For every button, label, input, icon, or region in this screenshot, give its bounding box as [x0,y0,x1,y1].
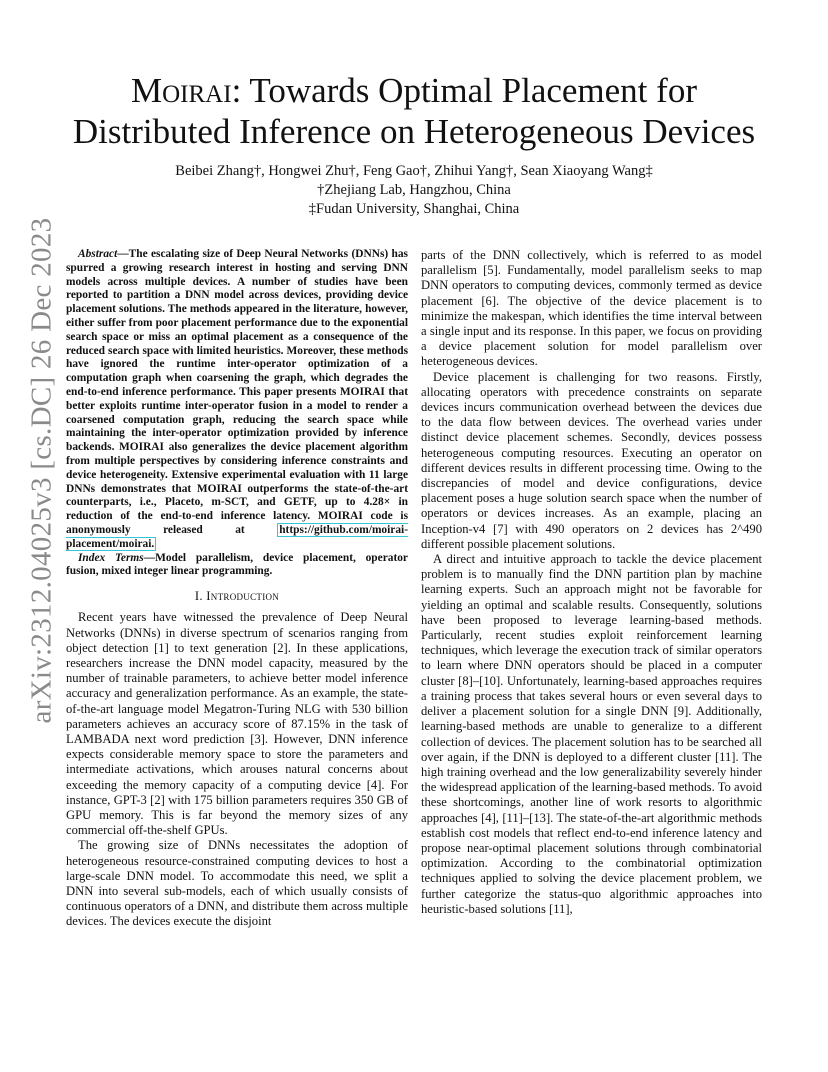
left-column [66,248,408,930]
author-block [40,162,788,219]
body-paragraph: The growing size of DNNs necessitates the adoption of heterogeneous resource-constrained computing devices to host a large-scale DNN model. To accommodate this need, we split a DNN into several sub-models, each of which usually consists of continuous operators of a DNN, and distribute them across multiple devices. The devices execute the disjoint [66,838,408,929]
affiliation-fudan: ‡Fudan University, Shanghai, China [308,201,520,217]
body-paragraph: A direct and intuitive approach to tackle the device placement problem is to manually find the DNN partition plan by machine learning experts. Such an approach might not be favorable for yielding an optimal and scalable results. Consequently, solutions have been proposed to leverage learning-based methods. Particularly, recent studies exploit reinforcement learning techniques, which leverage the execution track of similar operators to learn where DNN operators should be placed in a computer cluster [8]–[10]. Unfortunately, learning-based approaches requires a training process that takes several hours or even several days to deliver a placement solution for a single DNN [9]. Additionally, learning-based methods are unable to generalize to a different collection of devices. The placement solution has to be searched all over again, if the DNN is deployed to a different cluster [11]. The high training overhead and the low generalizability severely hinder the widespread application of the learning-based methods. To avoid these shortcomings, another line of work resorts to algorithmic approaches [4], [11]–[13]. The state-of-the-art algorithmic methods establish cost models that reflect end-to-end inference latency and propose near-optimal placement solutions through combinatorial optimization. According to the combinatorial optimization techniques applied to solving the device placement problem, we further categorize the status-quo algorithmic approaches into heuristic-based solutions [11], [421,552,762,916]
affiliation-zhejiang: †Zhejiang Lab, Hangzhou, China [317,182,511,198]
body-paragraph: Device placement is challenging for two reasons. Firstly, allocating operators with precedence constraints on separate devices incurs communication overhead between the devices due to the data flow between devices. The overhead varies under distinct device placement schemes. Secondly, devices possess heterogeneous computing resources. Executing an operator on different devices results in different processing time. Owing to the discrepancies of model and device configurations, device placement poses a huge solution search space when the number of operators or devices increases. As an example, placing an Inception-v4 [7] with 490 operators on 2 devices has 2^490 different possible placement solutions. [421,369,762,551]
body-paragraph: Recent years have witnessed the prevalence of Deep Neural Networks (DNNs) in diverse spectrum of scenarios ranging from object detection [1] to text generation [2]. In these applications, researchers increase the DNN model capacity, measured by the number of trainable parameters, to achieve better model inference accuracy and generalization performance. As an example, the state-of-the-art language model Megatron-Turing NLG with 530 billion parameters achieves an accuracy score of 87.15% in the task of LAMBADA next word prediction [3]. However, DNN inference expects considerable memory space to store the parameters and intermediate activations, which arouses natural concerns about exceeding the memory capacity of a computing device [4]. For instance, GPT-3 [2] with 175 billion parameters requires 350 GB of GPU memory. This is far beyond the memory sizes of any commercial off-the-shelf GPUs. [66,610,408,838]
paper-title: Moirai: Towards Optimal Placement for Distributed Inference on Heterogeneous Devices [72,71,756,151]
github-link[interactable]: https://github.com/moirai-placement/moirai. [66,523,408,550]
arxiv-identifier: arXiv:2312.04025v3 [cs.DC] 26 Dec 2023 [25,217,58,723]
body-paragraph: parts of the DNN collectively, which is referred to as model parallelism [5]. Fundamentally, model parallelism seeks to map DNN operators to computing devices, commonly termed as device placement [6]. The objective of the device placement is to minimize the makespan, which identifies the time interval between a single input and its response. In this paper, we focus on providing a device placement solution for model parallelism over heterogeneous devices. [421,248,762,369]
section-heading-introduction: I. Introduction [194,589,280,604]
index-terms: Index Terms—Model parallelism, device placement, operator fusion, mixed integer linear programming. [66,551,408,578]
right-column [421,248,762,917]
author-names: Beibei Zhang†, Hongwei Zhu†, Feng Gao†, Zhihui Yang†, Sean Xiaoyang Wang‡ [175,163,653,179]
abstract: Abstract—The escalating size of Deep Neural Networks (DNNs) has spurred a growing research interest in hosting and serving DNN models across multiple devices. A number of studies have been reported to partition a DNN model across devices, providing device placement solutions. The methods appeared in the literature, however, either suffer from poor placement performance due to the exponential search space or miss an optimal placement as a consequence of the reduced search space with limited heuristics. Moreover, these methods have ignored the runtime inter-operator optimization of a computation graph when coarsening the graph, which degrades the end-to-end inference performance. This paper presents MOIRAI that better exploits runtime inter-operator fusion in a model to render a coarsened computation graph, reducing the search space while maintaining the inter-operator optimization provided by inference backends. MOIRAI also generalizes the device placement algorithm from multiple perspectives by considering inference constraints and device heterogeneity. Extensive experimental evaluation with 11 large DNNs demonstrates that MOIRAI outperforms the state-of-the-art counterparts, i.e., Placeto, m-SCT, and GETF, up to 4.28× in reduction of the end-to-end inference latency. MOIRAI code is anonymously released at https://github.com/moirai-placement/moirai. [66,248,408,550]
